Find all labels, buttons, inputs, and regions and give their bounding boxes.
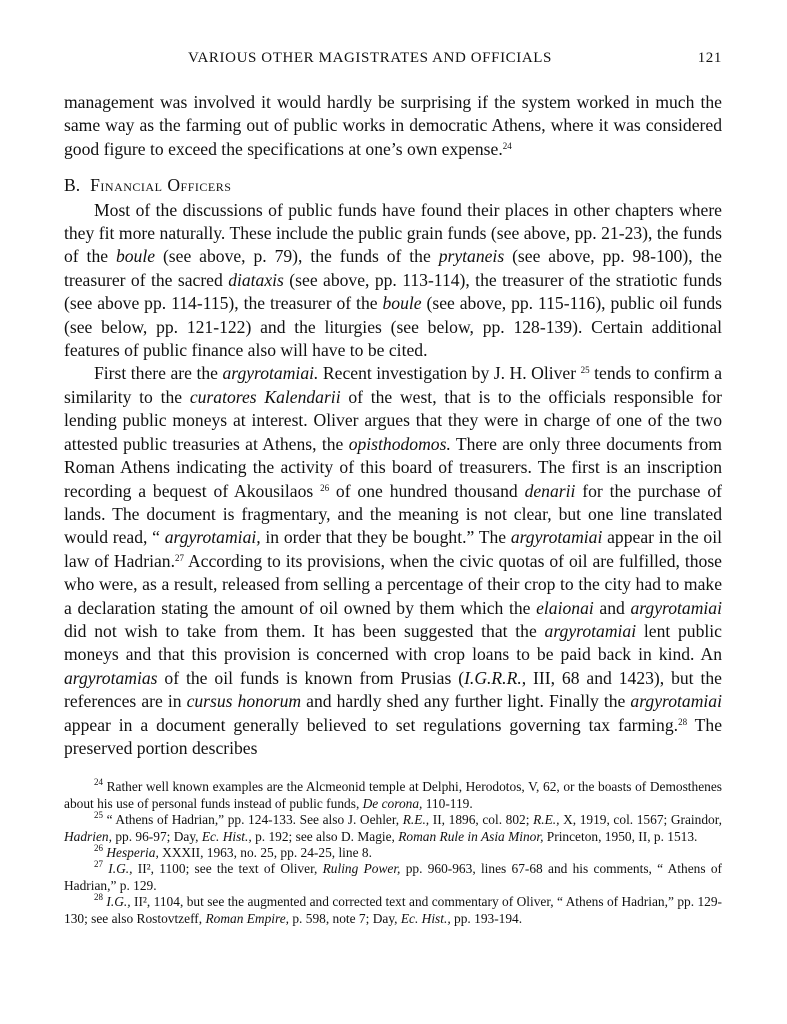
text-run: for the purchase of lands. The document is fragmentary, and the meaning is not clear, but one line translated would read, “ xyxy=(64,480,722,548)
text-run: p. 192; see also D. Magie, xyxy=(251,828,399,844)
text-run: appear in a document generally believed to set regulations governing tax farming. xyxy=(64,714,679,735)
page xyxy=(64,50,722,927)
paragraph xyxy=(64,362,722,760)
footnote-27 xyxy=(64,861,722,894)
text-run: II², 1104, but see the augmented and corrected text and commentary of Oliver, “ Athens of Hadrian,” pp. 129-130; see also Rostovtzeff, xyxy=(64,894,722,926)
italic-term: Roman Empire, xyxy=(205,910,290,926)
italic-term: boule xyxy=(115,246,156,267)
italic-term: argyrotamiai xyxy=(544,620,637,641)
text-run: of the oil funds is known from Prusias ( xyxy=(157,667,465,688)
italic-term: boule xyxy=(382,293,422,314)
text-run: pp. 193-194. xyxy=(450,910,523,926)
footnote-number: 24 xyxy=(94,777,103,788)
text-run: XXXII, 1963, no. 25, pp. 24-25, line 8. xyxy=(158,845,372,860)
text-run: II², 1100; see the text of Oliver, xyxy=(132,861,323,877)
italic-term: argyrotamiai xyxy=(510,527,603,548)
italic-term: De corona, xyxy=(362,795,423,811)
text-run: and xyxy=(593,597,631,618)
italic-term: Roman Rule in Asia Minor, xyxy=(398,828,544,844)
italic-term: argyrotamiai xyxy=(630,691,722,712)
paragraph xyxy=(64,199,722,363)
footnote-26 xyxy=(64,845,722,861)
text-run: (see above, pp. 98-100), the treasurer of the sacred xyxy=(64,246,722,290)
text-run: (see above, pp. 113-114), the treasurer of the stratiotic funds (see above pp. 114-115), the treasurer of the xyxy=(64,269,722,314)
body-text xyxy=(64,91,722,760)
italic-term: elaionai xyxy=(536,597,594,618)
footnote-28 xyxy=(64,894,722,927)
italic-term: Ec. Hist., xyxy=(201,828,252,844)
text-run: (see above, pp. 115-116), public oil funds (see below, pp. 121-122) and the liturgies (see below, pp. 128-139). Certain additional features of public finance also will have to be cited. xyxy=(64,293,722,361)
text-run: pp. 960-963, lines 67-68 and his comments, “ Athens of Hadrian,” p. 129. xyxy=(64,861,722,893)
text-run: First there are the xyxy=(94,363,223,384)
footnote-number: 27 xyxy=(94,859,103,870)
text-run: “ Athens of Hadrian,” pp. 124-133. See also J. Oehler, xyxy=(103,812,403,828)
text-run: II, 1896, col. 802; xyxy=(429,812,534,828)
italic-term: argyrotamiai, xyxy=(164,527,261,548)
text-run: Princeton, 1950, II, p. 1513. xyxy=(543,828,698,844)
footnote-25 xyxy=(64,812,722,845)
text-run: , III, 68 and 1423), but the references are in xyxy=(64,667,722,712)
running-head xyxy=(64,50,722,72)
footnote-ref: 26 xyxy=(320,482,330,493)
footnote-number: 28 xyxy=(94,892,103,903)
text-run: management was involved it would hardly be surprising if the system worked in much the same way as the farming out of public works in democratic Athens, where it was considered good figure to exceed the specifications at one’s own expense. xyxy=(64,92,722,159)
text-run: X, 1919, col. 1567; Graindor, xyxy=(559,812,722,828)
italic-term: argyrotamiai. xyxy=(222,363,319,384)
text-run: According to its provisions, when the civic quotas of oil are fulfilled, those who were, as a result, released from selling a percentage of their crop to the city had to make a declaration stating the amount of oil owned by them which the xyxy=(64,550,722,618)
text-run: The preserved portion describes xyxy=(64,714,722,758)
running-head-title: VARIOUS OTHER MAGISTRATES AND OFFICIALS xyxy=(188,50,552,66)
footnote-ref: 28 xyxy=(678,716,688,727)
footnote-ref: 24 xyxy=(502,140,512,151)
footnotes xyxy=(64,779,722,927)
italic-term: Ruling Power, xyxy=(322,861,401,877)
section-letter: B. xyxy=(64,175,81,196)
text-run: Recent investigation by J. H. Oliver xyxy=(318,363,581,384)
italic-term: I.G.R.R. xyxy=(464,667,522,688)
text-run: in order that they be bought.” The xyxy=(260,527,511,548)
footnote-ref: 27 xyxy=(174,552,184,563)
italic-term: Hesperia, xyxy=(106,845,159,860)
text-run: appear in the oil law of Hadrian. xyxy=(64,527,722,571)
text-run: There are only three documents from Roman Athens indicating the activity of this board of treasurers. The first is an inscription recording a bequest of Akousilaos xyxy=(64,433,722,501)
section-heading xyxy=(64,174,722,197)
text-run: of one hundred thousand xyxy=(329,480,525,501)
footnote-ref: 25 xyxy=(580,365,590,376)
italic-term: cursus honorum xyxy=(186,691,302,712)
text-run: and hardly shed any further light. Finally the xyxy=(301,691,631,712)
italic-term: opisthodomos. xyxy=(348,433,451,454)
paragraph xyxy=(64,91,722,161)
text-run: lent public moneys and that this provision is concerned with crop loans to be paid back in kind. An xyxy=(64,620,722,665)
italic-term: I.G., xyxy=(106,894,131,910)
italic-term: curatores Kalendarii xyxy=(189,386,341,407)
italic-term: denarii xyxy=(524,480,576,501)
text-run: tends to confirm a similarity to the xyxy=(64,363,722,407)
italic-term: I.G., xyxy=(108,861,133,877)
text-run: pp. 96-97; Day, xyxy=(111,828,202,844)
footnote-number: 26 xyxy=(94,843,103,853)
page-number: 121 xyxy=(697,50,722,66)
italic-term: R.E., xyxy=(533,812,560,828)
italic-term: diataxis xyxy=(228,269,284,290)
footnote-24 xyxy=(64,779,722,812)
text-run: 110-119. xyxy=(422,795,473,811)
section-title: Financial Officers xyxy=(90,175,232,196)
italic-term: argyrotamias xyxy=(64,667,158,688)
footnote-number: 25 xyxy=(94,810,103,821)
text-run: of the west, that is to the officials responsible for lending public moneys at interest. Oliver argues that they were in charge of one of the two attested public treasuries at Athens, the xyxy=(64,386,722,454)
italic-term: prytaneis xyxy=(438,246,505,267)
text-run: (see above, p. 79), the funds of the xyxy=(155,246,439,267)
text-run: p. 598, note 7; Day, xyxy=(289,910,401,926)
italic-term: R.E., xyxy=(402,812,430,828)
italic-term: Ec. Hist., xyxy=(400,910,451,926)
text-run: Most of the discussions of public funds have found their places in other chapters where they fit more naturally. These include the public grain funds (see above, pp. 21-23), the funds of the xyxy=(64,199,722,267)
italic-term: argyrotamiai xyxy=(630,597,722,618)
text-run: did not wish to take from them. It has been suggested that the xyxy=(64,620,545,641)
italic-term: Hadrien, xyxy=(64,828,112,844)
text-run: Rather well known examples are the Alcmeonid temple at Delphi, Herodotos, V, 62, or the boasts of Demosthenes about his use of personal funds instead of public funds, xyxy=(64,779,722,811)
